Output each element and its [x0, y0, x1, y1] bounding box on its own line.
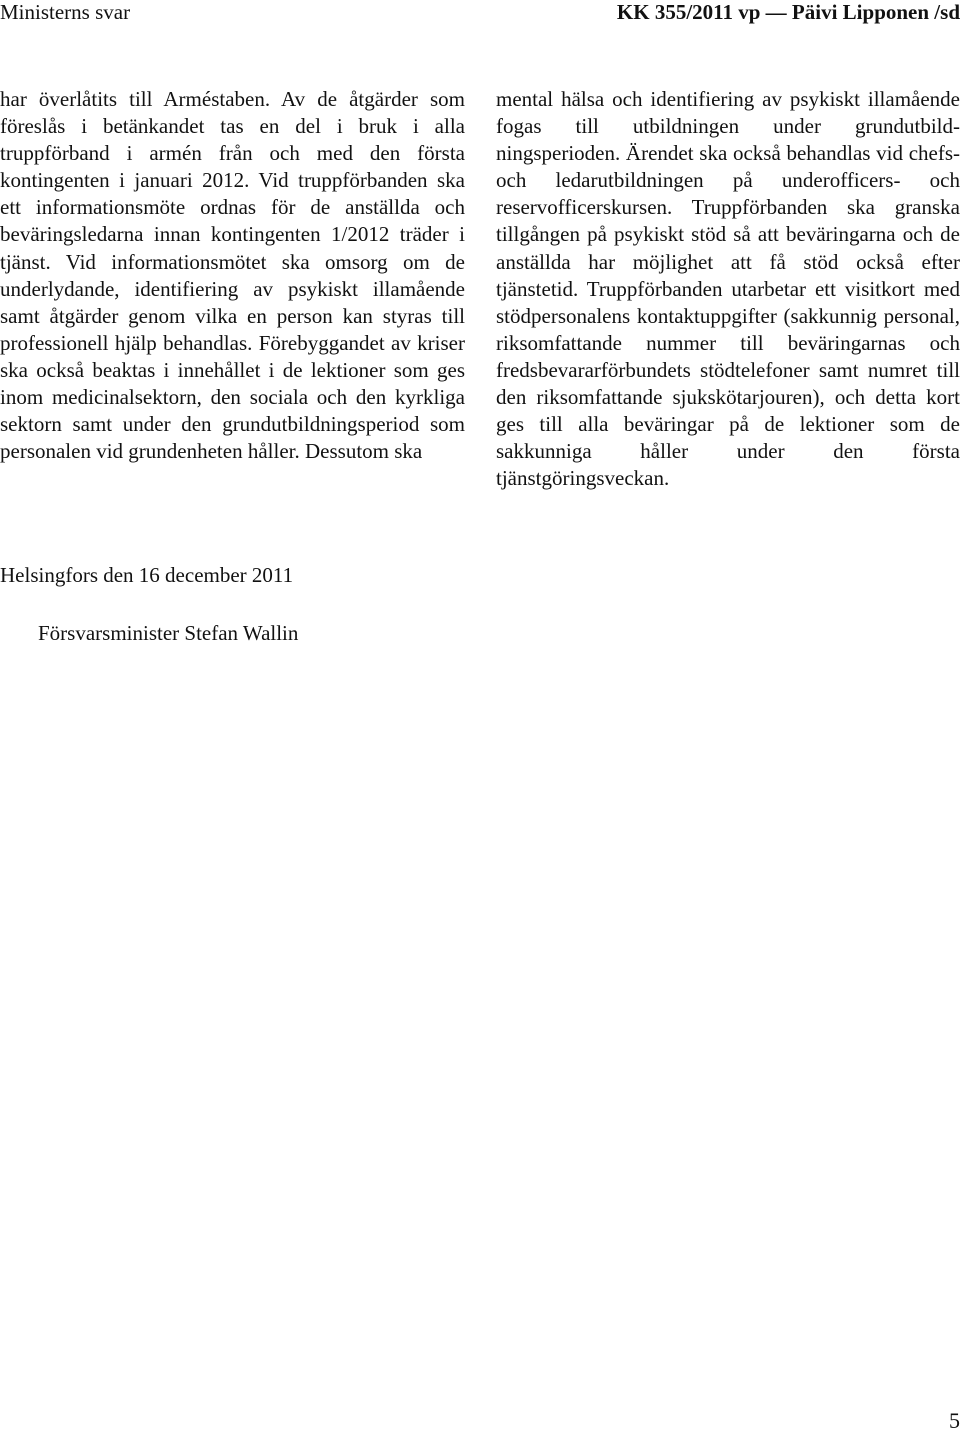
header-section-title: Ministerns svar [0, 0, 131, 24]
body-right-column [496, 86, 960, 492]
header-document-reference: KK 355/2011 vp — Päivi Lipponen /sd [616, 0, 960, 24]
body-left-column [0, 86, 465, 465]
page-number: 5 [949, 1408, 960, 1433]
left-column-paragraph: har överlåtits till Arméstaben. Av de åtgärder som föreslås i betänkandet tas en del i bruk i alla truppförband i armén från och med den första kontingenten i januari 2012. Vid truppförbanden ska ett informationsmöte ordnas för de anställda och beväringsledarna innan kontingenten 1/2012 träder i tjänst. Vid informationsmötet ska omsorg om de underlydande, identifiering av psykiskt illamående samt åtgärder genom vilka en person kan styras till professionell hjälp behandlas. Förebyggandet av kriser ska också beaktas i innehållet i de lektioner som ges inom medicinalsektorn, den sociala och den kyrkliga sektorn samt under den grundutbildningsperiod som personalen vid grundenheten håller. Dessutom ska [0, 87, 465, 464]
page-header [0, 0, 960, 30]
right-column-paragraph: mental hälsa och identifiering av psykiskt illamående fogas till utbildningen under grundutbildningsperioden. Ärendet ska också behandlas vid chefs- och ledarutbildningen på underofficers- och reservofficerskursen. Truppförbanden ska granska tillgången på psykiskt stöd så att beväringarna och de anställda har möjlighet att få stöd också efter tjänstetid. Truppförbanden utarbetar ett visitkort med stödpersonalens kontaktuppgifter (sakkunnig personal, riksomfattande nummer till beväringarnas och fredsbevararförbundets stödtelefoner samt numret till den riksomfattande sjukskötarjouren), och detta kort ges till alla beväringar på de lektioner som de sakkunniga håller under den första tjänstgöringsveckan. [496, 87, 960, 491]
signature-signer: Försvarsminister Stefan Wallin [38, 621, 299, 645]
signature-place-date: Helsingfors den 16 december 2011 [0, 563, 294, 587]
